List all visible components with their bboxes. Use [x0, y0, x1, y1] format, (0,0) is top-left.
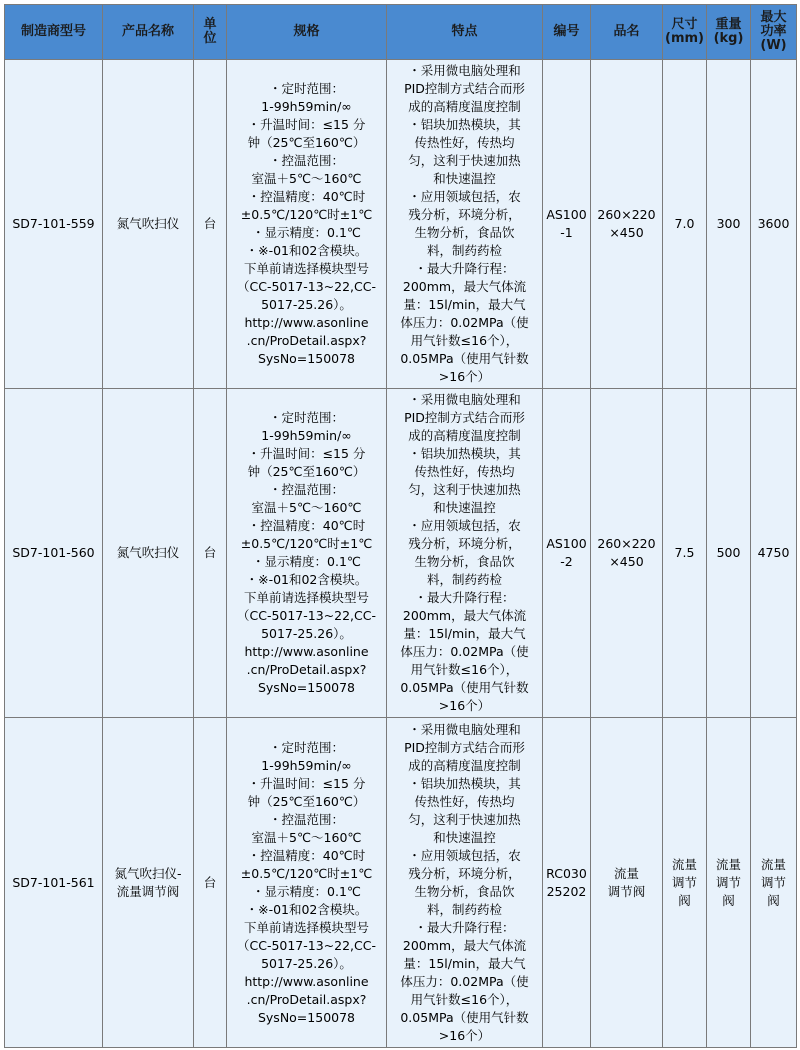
cell-power: 4750	[751, 389, 797, 718]
header-name: 产品名称	[103, 5, 194, 60]
cell-features: ・采用微电脑处理和 PID控制方式结合而形 成的高精度温度控制 ・铝块加热模块，其 传热性好，传热均 匀，这利于快速加热 和快速温控 ・应用领域包括，农 残分析，环境分析， 生物分析，食品饮 料，制药药检 ・最大升降行程： 200mm，最大气体流 量：15l/min，最大气 体压力：0.02MPa（使 用气针数≤16个）， 0.05MPa（使用气针数 >16个）	[387, 718, 543, 1048]
header-weight: 重量 (kg)	[707, 5, 751, 60]
cell-spec: ・定时范围： 1-99h59min/∞ ・升温时间：≤15 分 钟（25℃至160℃） ・控温范围： 室温＋5℃～160℃ ・控温精度：40℃时 ±0.5℃/120℃时±1℃ ・显示精度：0.1℃ ・※-01和02含模块。 下单前请选择模块型号 （CC-5017-13~22,CC- 5017-25.26）。 http://www.asonline .cn/ProDetail.aspx? SysNo=150078	[227, 389, 387, 718]
table-row	[5, 60, 797, 389]
header-spec: 规格	[227, 5, 387, 60]
cell-size: 7.5	[663, 389, 707, 718]
header-power: 最大 功率 (W)	[751, 5, 797, 60]
cell-unit: 台	[194, 60, 227, 389]
cell-size: 7.0	[663, 60, 707, 389]
cell-power: 流量 调节 阀	[751, 718, 797, 1048]
cell-item-name: 流量 调节阀	[591, 718, 663, 1048]
cell-weight: 流量 调节 阀	[707, 718, 751, 1048]
table-row	[5, 718, 797, 1048]
cell-unit: 台	[194, 389, 227, 718]
header-code: 编号	[543, 5, 591, 60]
cell-unit: 台	[194, 718, 227, 1048]
cell-features: ・采用微电脑处理和 PID控制方式结合而形 成的高精度温度控制 ・铝块加热模块，其 传热性好，传热均 匀，这利于快速加热 和快速温控 ・应用领域包括，农 残分析，环境分析， 生物分析，食品饮 料，制药药检 ・最大升降行程： 200mm，最大气体流 量：15l/min，最大气 体压力：0.02MPa（使 用气针数≤16个）， 0.05MPa（使用气针数 >16个）	[387, 60, 543, 389]
cell-code: AS100 -1	[543, 60, 591, 389]
cell-name: 氮气吹扫仪	[103, 60, 194, 389]
header-item-name: 品名	[591, 5, 663, 60]
cell-model: SD7-101-559	[5, 60, 103, 389]
cell-name: 氮气吹扫仪- 流量调节阀	[103, 718, 194, 1048]
cell-item-name: 260×220 ×450	[591, 389, 663, 718]
cell-weight: 500	[707, 389, 751, 718]
cell-item-name: 260×220 ×450	[591, 60, 663, 389]
cell-features: ・采用微电脑处理和 PID控制方式结合而形 成的高精度温度控制 ・铝块加热模块，其 传热性好，传热均 匀，这利于快速加热 和快速温控 ・应用领域包括，农 残分析，环境分析， 生物分析，食品饮 料，制药药检 ・最大升降行程： 200mm，最大气体流 量：15l/min，最大气 体压力：0.02MPa（使 用气针数≤16个）， 0.05MPa（使用气针数 >16个）	[387, 389, 543, 718]
cell-spec: ・定时范围： 1-99h59min/∞ ・升温时间：≤15 分 钟（25℃至160℃） ・控温范围： 室温＋5℃～160℃ ・控温精度：40℃时 ±0.5℃/120℃时±1℃ ・显示精度：0.1℃ ・※-01和02含模块。 下单前请选择模块型号 （CC-5017-13~22,CC- 5017-25.26）。 http://www.asonline .cn/ProDetail.aspx? SysNo=150078	[227, 60, 387, 389]
header-model: 制造商型号	[5, 5, 103, 60]
cell-model: SD7-101-561	[5, 718, 103, 1048]
header-features: 特点	[387, 5, 543, 60]
header-size: 尺寸 (mm)	[663, 5, 707, 60]
cell-model: SD7-101-560	[5, 389, 103, 718]
header-row	[5, 5, 797, 60]
cell-weight: 300	[707, 60, 751, 389]
cell-size: 流量 调节 阀	[663, 718, 707, 1048]
cell-name: 氮气吹扫仪	[103, 389, 194, 718]
header-unit: 单 位	[194, 5, 227, 60]
cell-code: AS100 -2	[543, 389, 591, 718]
cell-code: RC030 25202	[543, 718, 591, 1048]
cell-power: 3600	[751, 60, 797, 389]
cell-spec: ・定时范围： 1-99h59min/∞ ・升温时间：≤15 分 钟（25℃至160℃） ・控温范围： 室温＋5℃～160℃ ・控温精度：40℃时 ±0.5℃/120℃时±1℃ ・显示精度：0.1℃ ・※-01和02含模块。 下单前请选择模块型号 （CC-5017-13~22,CC- 5017-25.26）。 http://www.asonline .cn/ProDetail.aspx? SysNo=150078	[227, 718, 387, 1048]
table-row	[5, 389, 797, 718]
product-spec-table	[4, 4, 797, 1048]
